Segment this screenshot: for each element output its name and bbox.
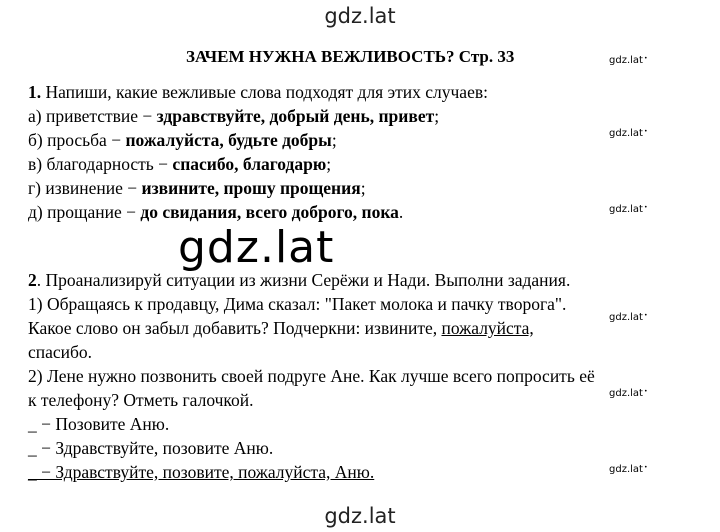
item-label: г) извинение − [28, 178, 142, 198]
item-end: ; [326, 154, 332, 174]
selected-option-line: _ − Здравствуйте, позовите, пожалуйста, Аню. [28, 462, 375, 482]
watermark-small: gdz.lat • [609, 55, 648, 66]
question2-line: 2) Лене нужно позвонить своей подруге Ане. Как лучше всего попросить её [28, 366, 595, 386]
watermark-large: gdz.lat [178, 222, 335, 273]
item-label: д) прощание − [28, 202, 141, 222]
task1-text: Напиши, какие вежливые слова подходят для этих случаев: [41, 82, 488, 102]
task1-number: 1. [28, 82, 42, 102]
question1-text: Какое слово он забыл добавить? Подчеркни: извините, [28, 318, 442, 338]
watermark-small: gdz.lat • [609, 128, 648, 139]
item-answer: здравствуйте, добрый день, привет [156, 106, 435, 126]
option-line: _ − Позовите Аню. [28, 414, 170, 434]
item-answer: до свидания, всего доброго, пока [140, 202, 399, 222]
item-end: ; [331, 130, 337, 150]
question2-line: к телефону? Отметь галочкой. [28, 390, 254, 410]
task2-text: . Проанализируй ситуации из жизни Серёжи и Нади. Выполни задания. [36, 270, 571, 290]
task1-item [28, 130, 337, 151]
task1-heading [28, 82, 488, 103]
watermark-small: gdz.lat • [609, 464, 648, 475]
item-label: б) просьба − [28, 130, 126, 150]
watermark-small: gdz.lat • [609, 204, 648, 215]
item-label: а) приветствие − [28, 106, 157, 126]
item-end: ; [360, 178, 366, 198]
task1-item [28, 106, 439, 127]
question1-line: 1) Обращаясь к продавцу, Дима сказал: "Пакет молока и пачку творога". [28, 294, 567, 314]
underlined-answer: пожалуйста, [441, 318, 534, 338]
watermark-small: gdz.lat • [609, 388, 648, 399]
item-end: ; [434, 106, 440, 126]
task2-heading [28, 270, 570, 291]
question1-line [28, 318, 534, 339]
item-end: . [398, 202, 404, 222]
question1-line: спасибо. [28, 342, 93, 362]
item-answer: спасибо, благодарю [172, 154, 327, 174]
page-title: ЗАЧЕМ НУЖНА ВЕЖЛИВОСТЬ? Стр. 33 [186, 47, 515, 66]
item-label: в) благодарность − [28, 154, 173, 174]
watermark-bottom: gdz.lat [324, 504, 396, 528]
watermark-top: gdz.lat [324, 4, 396, 28]
option-line: _ − Здравствуйте, позовите Аню. [28, 438, 274, 458]
task1-item [28, 154, 331, 175]
task1-item [28, 202, 403, 223]
item-answer: пожалуйста, будьте добры [125, 130, 332, 150]
item-answer: извините, прошу прощения [141, 178, 361, 198]
watermark-small: gdz.lat • [609, 312, 648, 323]
task1-item [28, 178, 366, 199]
task2-number: 2 [28, 270, 37, 290]
